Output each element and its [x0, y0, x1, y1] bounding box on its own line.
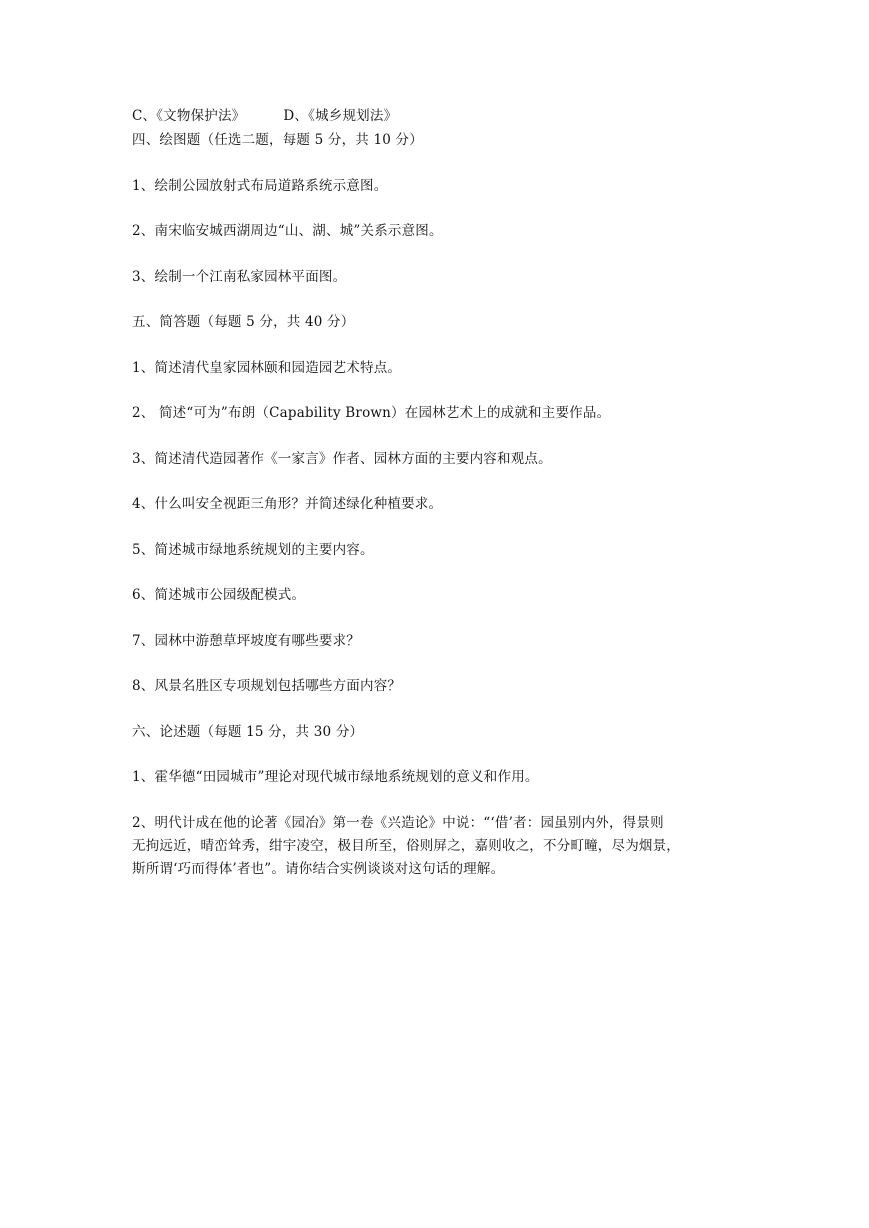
options-c-d-line [132, 107, 397, 125]
section6-item-2-line-1: 2、明代计成在他的论著《园冶》第一卷《兴造论》中说：“‘借’者：园虽别内外，得景则 [132, 815, 664, 831]
section4-item-3: 3、绘制一个江南私家园林平面图。 [132, 269, 347, 285]
section4-item-1: 1、绘制公园放射式布局道路系统示意图。 [132, 178, 388, 194]
section5-item-5: 5、简述城市绿地系统规划的主要内容。 [132, 542, 374, 558]
section6-heading: 六、论述题（每题 15 分，共 30 分） [132, 724, 364, 740]
section5-item-7: 7、园林中游憩草坪坡度有哪些要求？ [132, 633, 360, 649]
section5-item-1: 1、简述清代皇家园林颐和园造园艺术特点。 [132, 360, 402, 376]
section5-item-3: 3、简述清代造园著作《一家言》作者、园林方面的主要内容和观点。 [132, 451, 552, 467]
option-c: C、《文物保护法》 [132, 108, 246, 124]
section6-item-1: 1、霍华德“田园城市”理论对现代城市绿地系统规划的意义和作用。 [132, 769, 539, 785]
section5-heading: 五、简答题（每题 5 分，共 40 分） [132, 314, 355, 330]
section4-item-2: 2、南宋临安城西湖周边“山、湖、城”关系示意图。 [132, 223, 443, 239]
section6-item-2-line-2: 无拘远近，晴峦耸秀，绀宇凌空，极目所至，俗则屏之，嘉则收之，不分町疃，尽为烟景， [132, 838, 680, 854]
section5-item-4: 4、什么叫安全视距三角形？并简述绿化种植要求。 [132, 496, 443, 512]
section6-item-2-line-3: 斯所谓‘巧而得体’者也”。请你结合实例谈谈对这句话的理解。 [132, 861, 505, 877]
section5-item-8: 8、风景名胜区专项规划包括哪些方面内容？ [132, 678, 402, 694]
section5-item-6: 6、简述城市公园级配模式。 [132, 587, 306, 603]
option-d: D、《城乡规划法》 [283, 108, 398, 124]
section5-item-2: 2、 简述“可为”布朗（Capability Brown）在园林艺术上的成就和主要作品。 [132, 405, 611, 421]
section4-heading: 四、绘图题（任选二题，每题 5 分，共 10 分） [132, 132, 423, 148]
